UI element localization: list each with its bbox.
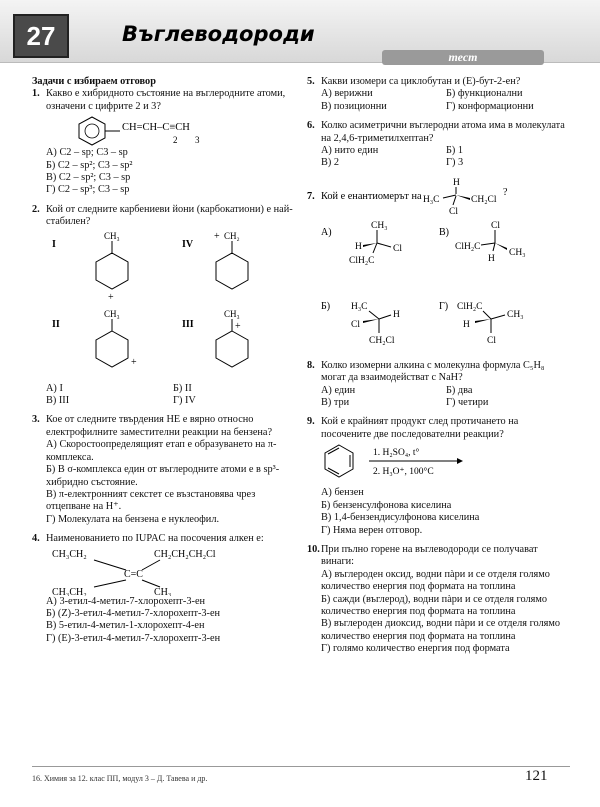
- enantiomer-question: [307, 177, 571, 217]
- reaction-step: 1. H₂SO₄, t°: [373, 448, 420, 459]
- question-number: 2.: [32, 203, 40, 215]
- option[interactable]: В) въглероден диоксид, водни пàри и се отделя голямо количество енергия под формата на топлина: [321, 618, 561, 642]
- question-7: [307, 177, 571, 353]
- atom-label: Cl: [393, 243, 402, 254]
- option[interactable]: Г) (E)-3-етил-4-метил-7-хлорохепт-3-ен: [46, 632, 221, 644]
- option[interactable]: А) нито един: [321, 145, 379, 157]
- page-number: 121: [525, 768, 548, 784]
- benzene-enyne-structure: [32, 113, 300, 147]
- option[interactable]: Г) четири: [446, 397, 489, 409]
- option[interactable]: Б) В σ-комплекса един от въглеродните атоми е в sp³-хибридно състояние.: [46, 464, 280, 488]
- option[interactable]: В) π-електронният секстет се възстановява чрез отцепване на H⁺.: [46, 488, 256, 513]
- question-text: Кой е енантиомерът на: [321, 190, 422, 202]
- question-number: 4.: [32, 533, 40, 545]
- reaction-scheme: [307, 441, 571, 487]
- atom-label: CH₃: [371, 220, 388, 231]
- option[interactable]: В) 1,4-бензендисулфонова киселина: [321, 512, 480, 524]
- chapter-title: Въглеводороди: [122, 22, 315, 46]
- question-text: Кое от следните твърдения НЕ е вярно относно електрофилните заместителни реакции на бензена?: [46, 414, 273, 438]
- double-bond: C=C: [124, 568, 143, 580]
- section-label: тест: [382, 50, 544, 65]
- option[interactable]: А) един: [321, 384, 356, 396]
- atom-label: CH₃: [507, 309, 524, 320]
- atom-label: H: [355, 241, 362, 252]
- question-text: При пълно горене на въглеводороди се получават винаги:: [321, 543, 538, 568]
- question-text: Кой от следните карбениеви йони (карбокатиони) е най-стабилен?: [46, 203, 293, 228]
- question-6: [307, 120, 571, 170]
- option[interactable]: А) 3-етил-4-метил-7-хлорохепт-3-ен: [46, 595, 206, 607]
- option-label[interactable]: В): [439, 226, 449, 238]
- option[interactable]: Г) IV: [173, 395, 196, 407]
- option[interactable]: Г) C2 – sp³; C3 – sp: [46, 184, 130, 196]
- option-label[interactable]: Б): [321, 300, 331, 312]
- label-2: 2: [173, 135, 178, 146]
- ch3-label: CH₃: [104, 308, 120, 319]
- section-heading: Задачи с избираем отговор: [32, 76, 156, 87]
- atom-label: H: [393, 309, 400, 320]
- chapter-number: 27: [13, 14, 69, 58]
- roman-IV: IV: [182, 238, 194, 250]
- question-text: Какво е хибридното състояние на въглеродните атоми, означени с цифрите 2 и 3?: [46, 88, 286, 112]
- option-label[interactable]: А): [321, 226, 332, 238]
- option[interactable]: А) I: [46, 382, 63, 394]
- plus-sign: +: [131, 356, 137, 368]
- option[interactable]: А) C2 – sp; C3 – sp: [46, 147, 128, 159]
- footer-divider: [32, 766, 570, 767]
- question-9: [307, 416, 571, 536]
- left-column: [32, 76, 300, 652]
- option[interactable]: Б) (Z)-3-етил-4-метил-7-хлорохепт-3-ен: [46, 607, 221, 619]
- question-10: [307, 544, 571, 656]
- question-number: 1.: [32, 88, 40, 100]
- atom-label: H: [488, 253, 495, 264]
- label-3: 3: [195, 135, 200, 146]
- option[interactable]: Б) сажди (въглерод), водни пàри и се отделя голямо количество енергия под формата на топлина: [321, 593, 548, 617]
- question-3: [32, 414, 300, 526]
- plus-sign: +: [235, 320, 241, 332]
- alkene-structure: [32, 546, 300, 596]
- option[interactable]: Б) функционални: [446, 88, 523, 100]
- ch2-label: CH₂: [224, 230, 240, 241]
- option[interactable]: Г) голямо количество енергия под формата: [321, 643, 510, 655]
- footer-text: 16. Химия за 12. клас ПП, модул 3 – Д. Тавева и др.: [32, 774, 208, 783]
- atom-label: Cl: [351, 319, 360, 330]
- option[interactable]: Г) 3: [446, 157, 464, 169]
- carbocation-structures: [32, 229, 300, 383]
- option[interactable]: А) бензен: [321, 487, 364, 499]
- atom-label: H: [453, 177, 460, 188]
- question-8: [307, 360, 571, 410]
- atom-label: H: [463, 319, 470, 330]
- option[interactable]: В) три: [321, 397, 350, 409]
- question-number: 6.: [307, 120, 315, 132]
- option[interactable]: В) C2 – sp²; C3 – sp: [46, 172, 131, 184]
- question-mark: ?: [503, 186, 508, 198]
- question-number: 5.: [307, 76, 315, 87]
- atom-label: Cl: [449, 206, 458, 217]
- atom-label: CH₃: [509, 247, 526, 258]
- question-number: 7.: [307, 190, 315, 202]
- option[interactable]: В) 2: [321, 157, 340, 169]
- right-column: [307, 76, 571, 663]
- question-1: [32, 88, 300, 196]
- question-text: Наименованието по IUPAC на посочения алкен е:: [46, 533, 264, 545]
- atom-label: ClH₂C: [455, 241, 481, 252]
- option[interactable]: А) Скоростоопределящият етап е образуването на π-комплекса.: [46, 439, 277, 463]
- ch3-label: CH₃: [224, 308, 240, 319]
- roman-II: II: [52, 318, 60, 330]
- substituent: CH₃CH₂: [52, 548, 87, 560]
- atom-label: ClH₂C: [457, 301, 483, 312]
- substituent: CH₂CH₂CH₂Cl: [154, 548, 216, 560]
- question-text: Кой е крайният продукт след протичането на посочените две последователни реакции?: [321, 416, 519, 440]
- reaction-step: 2. H₃O⁺, 100°C: [373, 467, 434, 478]
- atom-label: CH₂Cl: [369, 335, 395, 346]
- question-text: Колко асиметрични въглеродни атома има в молекулата на 2,4,6-триметилхептан?: [321, 120, 565, 144]
- option[interactable]: Б) C2 – sp²; C3 – sp²: [46, 159, 133, 171]
- option[interactable]: Б) два: [446, 384, 473, 396]
- atom-label: CH₂Cl: [471, 194, 497, 205]
- option[interactable]: Б) 1: [446, 145, 464, 157]
- option[interactable]: Г) конформационни: [446, 100, 534, 112]
- question-text: Колко изомерни алкина с молекулна формула C₅H₈ могат да взаимодействат с NaH?: [321, 359, 545, 384]
- atom-label: H₃C: [423, 194, 440, 205]
- option[interactable]: В) III: [46, 395, 70, 407]
- question-number: 8.: [307, 359, 315, 371]
- question-5: [307, 76, 571, 113]
- plus-sign: +: [108, 291, 114, 303]
- option[interactable]: Б) II: [173, 382, 192, 394]
- question-number: 10.: [307, 543, 320, 555]
- option[interactable]: Г) Няма верен отговор.: [321, 524, 423, 536]
- option-label[interactable]: Г): [439, 300, 449, 312]
- atom-label: Cl: [491, 220, 500, 231]
- atom-label: Cl: [487, 335, 496, 346]
- roman-I: I: [52, 238, 56, 250]
- roman-III: III: [182, 318, 194, 330]
- option[interactable]: В) 5-етил-4-метил-1-хлорохепт-4-ен: [46, 620, 205, 632]
- option[interactable]: А) верижни: [321, 88, 373, 100]
- formula-text: CH=CH–C≡CH: [122, 122, 190, 134]
- enantiomer-options: [307, 217, 571, 353]
- question-number: 9.: [307, 416, 315, 428]
- option[interactable]: Б) бензенсулфонова киселина: [321, 499, 452, 511]
- substituent: CH₃CH₂: [52, 586, 87, 596]
- question-4: [32, 533, 300, 645]
- question-2: [32, 204, 300, 408]
- substituent: CH₃: [154, 586, 172, 596]
- atom-label: ClH₂C: [349, 255, 375, 266]
- ch3-label: CH₃: [104, 230, 120, 241]
- atom-label: H₃C: [351, 301, 368, 312]
- question-text: Какви изомери са циклобутан и (E)-бут-2-ен?: [321, 76, 521, 87]
- option[interactable]: В) позиционни: [321, 100, 387, 112]
- plus-sign: +: [214, 230, 220, 242]
- option[interactable]: А) въглероден оксид, водни пàри и се отделя голямо количество енергия под формата на топлина: [321, 568, 550, 593]
- option[interactable]: Г) Молекулата на бензена е нуклеофил.: [46, 513, 220, 525]
- question-number: 3.: [32, 414, 40, 426]
